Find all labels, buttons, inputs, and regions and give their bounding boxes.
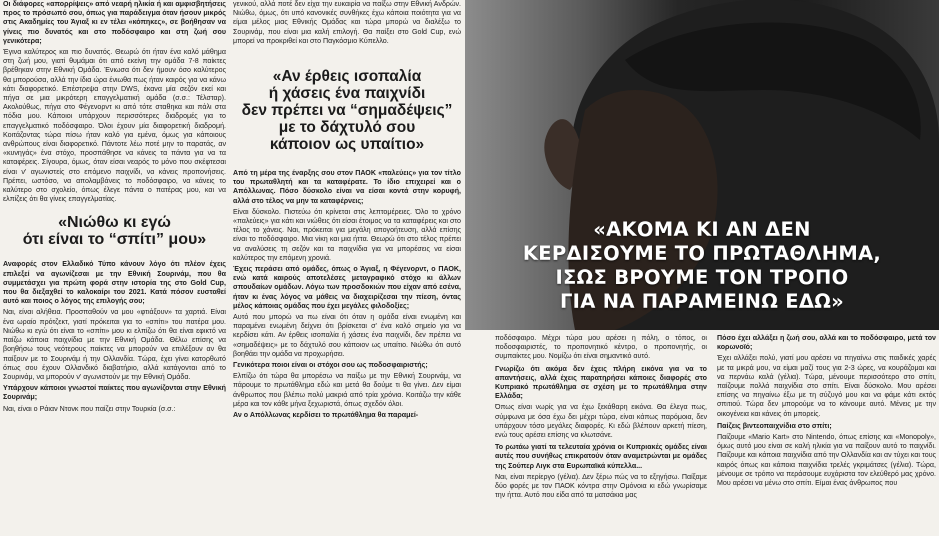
question: Υπάρχουν κάποιοι γνωστοί παίκτες που αγωνίζονται στην Εθνική Σουρινάμ; xyxy=(3,384,226,402)
pull-quote: «ΑΚΟΜΑ ΚΙ ΑΝ ΔΕΝ ΚΕΡΔΙΣΟΥΜΕ ΤΟ ΠΡΩΤΑΘΛΗΜΑ, ΙΣΩΣ ΒΡΟΥΜΕ ΤΟΝ ΤΡΟΠΟ ΓΙΑ ΝΑ ΠΑΡΑΜΕΙΝΩ ΕΔΩ» xyxy=(522,218,882,313)
question: Γνωρίζω ότι ακόμα δεν έχεις πλήρη εικόνα για να το απαντήσεις, αλλά έχεις παρατηρήσει κάποιες διαφορές στο Κυπριακό πρωτάθλημα σε σχέση με το πρωτάθλημα στην Ελλάδα; xyxy=(495,364,707,401)
question: Οι διάφορες «απορρίψεις» από νεαρή ηλικία ή και αμφισβητήσεις προς το πρόσωπό σου, όπως για παράδειγμα όταν ήσουν μικρός στις Ακαδημίες του Άγιαξ κι εν τέλει «κόπηκες», σε βοήθησαν να γίνεις πιο δυνατός και στο ποδόσφαιρο και στη ζωή σου γενικότερα; xyxy=(3,0,226,45)
question: Γενικότερα ποιοι είναι οι στόχοι σου ως ποδοσφαιριστής; xyxy=(233,361,428,370)
answer: Είναι δύσκολο. Πιστεύω ότι κρίνεται στις λεπτομέρειες. Όλο το χρόνο «παλεύεις» για κάτι και νιώθεις ότι είσαι έτοιμος να τα καταφέρεις και στο τέλος το χάνεις. Ναι, πρόκειται για μεγάλη απογοήτευση, αλλά επίσης είναι το ποδόσφαιρο. Μια νίκη και μια ήττα. Θεωρώ ότι στο τέλος πρέπει να αναλύσεις τη σεζόν και τα παιχνίδια για να μπορέσεις να είσαι καλύτερος την επόμενη χρονιά. xyxy=(233,207,461,262)
question: Έχεις περάσει από ομάδες, όπως ο Άγιαξ, η Φέγενορντ, ο ΠΑΟΚ, ενώ κατά καιρούς αποτελέσες μεταγραφικό στόχο κι άλλων σπουδαίων ομάδων. Λόγω των προσδοκιών που είχαν από εσένα, ήταν κι ένας λόγος να μάθεις να διαχειρίζεσαι την πίεση, όντας μέλος κάποιας ομάδας που έχει μεγάλες φιλοδοξίες; xyxy=(233,265,461,310)
question: Από τη μέρα της έναρξης σου στον ΠΑΟΚ «παλεύεις» για τον τίτλο του πρωταθλητή και τα καταφέρατε. Το ίδιο επιχειρεί και ο Απόλλωνας. Πόσο δύσκολο είναι να είσαι κοντά στην κορυφή, αλλά στο τέλος να μην τα καταφέρνεις; xyxy=(233,169,461,205)
question: Το ρωτάω γιατί τα τελευταία χρόνια οι Κυπριακές ομάδες είναι αυτές που συνήθως επικρατούν όταν αναμετρώνται με ομάδες της Σούπερ Λιγκ στα Ευρωπαϊκά κύπελλα... xyxy=(495,443,707,470)
question: Παίζεις βιντεοπαιχνίδια στο σπίτι; xyxy=(717,421,832,430)
article-column-3 xyxy=(495,334,707,536)
answer: Αυτό που μπορώ να πω είναι ότι όταν η ομάδα είναι ενωμένη και παραμένει ενωμένη δείχνει ότι βρίσκεται σ' ένα καλό σημείο για να κερδίσει κάτι. Αν έρθεις ισοπαλία ή χάσεις ένα παιχνίδι, δεν πρέπει να «σημαδέψεις» με το δάχτυλό σου κάποιον ως υπαίτιο. Νιώθω ότι αυτό βοηθάει την ομάδα να προχωρήσει. xyxy=(233,313,461,358)
answer: Όπως είναι νωρίς για να έχω ξεκάθαρη εικόνα. Θα έλεγα πως, σύμφωνα με όσα έχω δει μέχρι τώρα, είναι κάπως παρόμοια, δεν υπάρχουν τόσο μεγάλες διαφορές. Κι εδώ βλέπουν αρκετή πίεση, ενώ τους αρέσει επίσης να κλωτσάνε. xyxy=(495,403,707,440)
question: Πόσο έχει αλλάξει η ζωή σου, αλλά και το ποδόσφαιρο, μετά τον κορωνοϊό; xyxy=(717,334,936,352)
answer: Ελπίζω ότι τώρα θα μπορέσω να παίξω με την Εθνική Σουρινάμ, να πάρουμε το πρωτάθλημα εδώ και μετά θα δούμε τι θα γίνει. Δεν είμαι άνθρωπος που βλέπω πολύ μακριά από τρία χρόνια. Κοιτάζω την κάθε μέρα και τον κάθε μήνα ξεχωριστά, όπως σχεδόν όλοι. xyxy=(233,372,461,408)
answer: Ναι, είναι ο Ράιαν Ντονκ που παίζει στην Τουρκία (σ.σ.: xyxy=(3,404,176,413)
article-column-2 xyxy=(233,0,461,536)
answer: Παίζουμε «Mario Kart» στο Nintendo, όπως επίσης και «Monopoly», όμως αυτό μου είναι σε καλή ηλικία για να παίξουν αυτό το παιχνίδι. Παίζουμε και κάποια παιχνίδια από την Ολλανδία και αν τύχει και τους καιρός όπως και κάποια παιχνίδια τρελές γκριμάτσες (γέλια). Τώρα, μένουμε σε τρόπο να περάσουμε ευχάριστα τον ελεύθερό μας χρόνο. Μου αρέσει να μένω στο σπίτι. Είμαι ένας άνθρωπος που xyxy=(717,433,936,488)
answer: Έγινα καλύτερος και πιο δυνατός. Θεωρώ ότι ήταν ένα καλό μάθημα στη ζωή μου, γιατί θυμάμαι ότι από εκείνη την ομάδα 7-8 παίκτες βρέθηκαν στην Εθνική Ομάδα. Ένιωσα ότι δεν ήμουν όσο καλύτερος θα μπορούσα, αλλά την ίδια ώρα ένιωθα πως ήταν καιρός για να κάνω κάτι διαφορετικό. Επέστρεψα στην DWS, έκανα μία σεζόν εκεί και πήγα σε μια μικρότερη επαγγελματική ομάδα (σ.σ.: Τέλσταρ). Ακολούθως, πήγα στο Φέγενορντ κι από τότε σταθηκα και πάλι στα πόδια μου. Κάποιοι υπάρχουν περισσότερες διαδρομές για το επαγγελματικό ποδόσφαιρο. Όλοι έχουν μία διαφορετική διαδρομή. Κοιτάζοντας τώρα πίσω ήταν καλό για εμένα, όμως για κάποιους ανθρώπους είναι διαφορετικό. Πάντοτε λέω ποτέ μην το παρατάς, αν «κυνηγάς» ένα στόχο, προσπάθησε να κάνεις τα πάντα για να τα καταφέρεις. Σίγουρα, όμως, όταν είσαι νεαρός το μόνο που σκέφτεσαι είναι ν' αγωνιστείς στο επόμενο παιχνίδι, να κάνεις προπονήσεις. Πρέπει, ωστόσο, να απολαμβάνεις το ποδόσφαιρο, να κάνεις το καλύτερο στο σχολείο, όπως έλεγε πάντα ο πατέρας μου, και να ελπίζεις ότι θα γίνεις επαγγελματίας. xyxy=(3,48,226,204)
answer: ποδόσφαιρο. Μέχρι τώρα μου αρέσει η πόλη, ο τόπος, οι ποδοσφαιριστές, το προπονητικό κέντρο, ο προπονητής, οι συμπαίκτες μου. Νομίζω ότι είναι σημαντικό αυτό. xyxy=(495,334,707,361)
answer: Έχει αλλάξει πολύ, γιατί μου αρέσει να πηγαίνω στις παιδικές χαρές με τα μικρά μου, να είμαι μαζί τους για 2-3 ώρες, να κουράζομαι και να περνάω καλά (γέλια). Τώρα, μένουμε περισσότερο στο σπίτι, παίζουμε πολλά παιχνίδια στο σπίτι. Είναι δύσκολο. Μου αρέσει επίσης να πηγαίνω έξω με τη σύζυγό μου και να φάμε κάτι εκτός σπιτιού. Τώρα δεν μπορούμε να το κάνουμε αυτό. Μένεις με την οικογένεια και κάνεις ότι μπορείς. xyxy=(717,354,936,418)
article-column-1 xyxy=(3,0,226,536)
article-column-4 xyxy=(717,334,936,536)
player-portrait-photo xyxy=(465,0,939,330)
section-heading: «Νιώθω κι εγώ ότι είναι το “σπίτι” μου» xyxy=(22,214,207,249)
question: Αναφορές στον Ελλαδικό Τύπο κάνουν λόγο ότι πλέον έχεις επιλεξεί να αγωνίζεσαι με την Εθνική Σουρινάμ, που θα συμμετάσχει για πρώτη φορά στην ιστορία της στο Gold Cup, που θα διεξαχθεί το καλοκαίρι του 2021. Κατά πόσον ευσταθεί αυτό και ποιος ο λόγος της επιλογής σου; xyxy=(3,260,226,306)
answer: γενικού, αλλά ποτέ δεν είχα την ευκαιρία να παίξω στην Εθνική Ανδρών. Νιώθω, όμως, ότι υπό κανονικές συνθήκες έχω κάποια ποιότητα για να είμαι μέλος μιας Εθνικής Ομάδας και τώρα μπορώ να διαλέξω το Σουρινάμ, που είναι μια καλή επιλογή. Θα παίξει στο Gold Cup, ενώ μπορεί να προκριθεί και στο Παγκόσμιο Κύπελλο. xyxy=(233,0,461,45)
answer: Ναι, είναι περίεργο (γέλια). Δεν ξέρω πώς να το εξηγήσω. Παίξαμε δύο φορές με τον ΠΑΟΚ κόντρα στην Ομόνοια κι εδώ γνωρίσαμε την ήττα. Αυτό που είδα από τα ματσάκια μας xyxy=(495,472,707,500)
answer: Ναι, είναι αλήθεια. Προσπαθούν να μου «φτιάξουν» τα χαρτιά. Είναι ένα ωραίο πρότζεκτ, γιατί πρόκειται για το «σπίτι» του πατέρα μου. Νιώθω κι εγώ ότι είναι το «σπίτι» μου κι ελπίζω ότι θα είναι εφικτό να παίζω κάποια παιχνίδια με την Εθνική Ομάδα. Θέλω επίσης να βοηθήσω τους νεότερους παίκτες να μπορούν να επιλέξουν αν θα παίξουν με το Σουρινάμ ή την Ολλανδία. Τώρα, έχει γίνει κατορθωτό όπως σου έχουν Ολλανδικό διαβατήριο, αλλά κατάγονται από το Σουρινάμ, να μπορούν ν' αγωνιστούν με την Εθνική Ομάδα. xyxy=(3,308,226,381)
question: Αν ο Απόλλωνας κερδίσει το πρωτάθλημα θα παραμεί- xyxy=(233,411,419,420)
section-heading: «Αν έρθεις ισοπαλία ή χάσεις ένα παιχνίδι δεν πρέπει να “σημαδέψεις” με το δάχτυλό σου κάποιον ως υπαίτιο» xyxy=(241,68,453,154)
